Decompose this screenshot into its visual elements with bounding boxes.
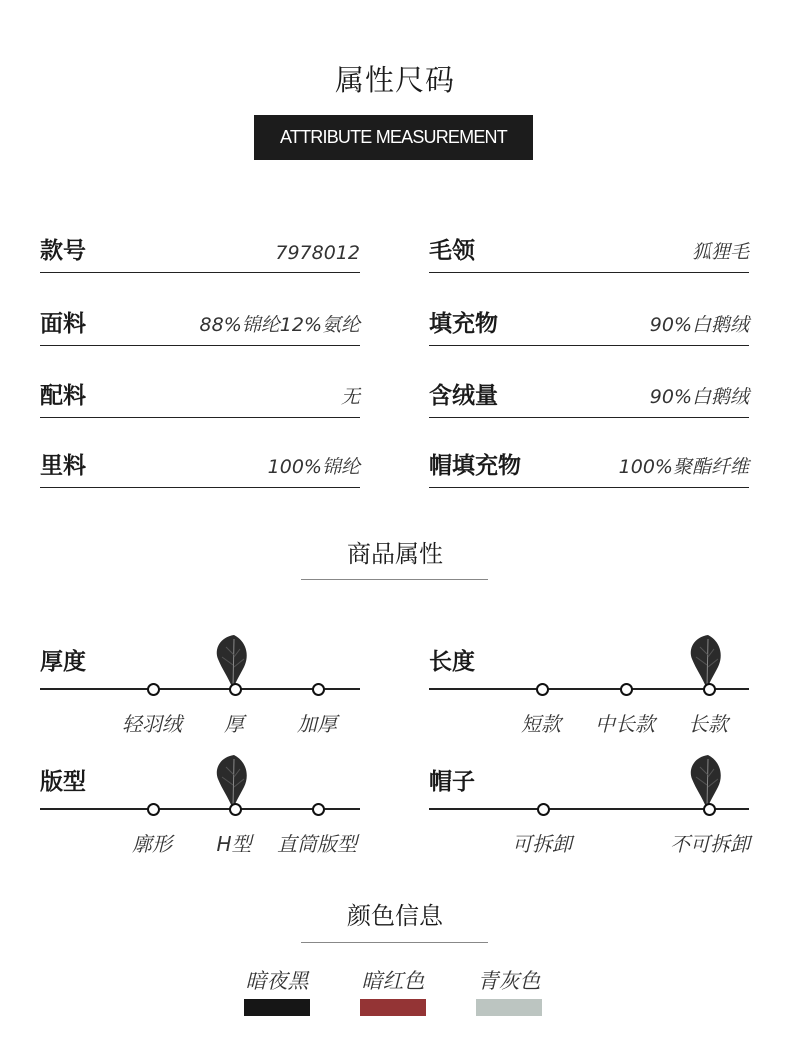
attr-value: 7978012 xyxy=(275,242,360,264)
option-label: 轻羽绒 xyxy=(122,712,182,736)
circle-dot-icon xyxy=(229,683,242,696)
color-swatch-red xyxy=(360,999,426,1016)
attr-label: 配料 xyxy=(40,383,86,409)
option-label: 加厚 xyxy=(297,712,337,736)
circle-dot-icon xyxy=(537,803,550,816)
circle-dot-icon xyxy=(620,683,633,696)
color-name: 暗夜黑 xyxy=(245,969,309,993)
circle-dot-icon xyxy=(229,803,242,816)
attr-row-hood-filling xyxy=(429,447,749,488)
attr-row-style-number xyxy=(40,232,360,272)
scale-label-length: 长度 xyxy=(429,649,475,675)
color-name: 暗红色 xyxy=(361,969,425,993)
section-divider xyxy=(301,942,488,943)
circle-dot-icon xyxy=(703,683,716,696)
attr-label: 面料 xyxy=(40,311,86,337)
scale-label-fit: 版型 xyxy=(40,769,86,795)
attr-label: 款号 xyxy=(40,238,86,264)
attr-value: 100%聚酯纤维 xyxy=(618,456,749,478)
circle-dot-icon xyxy=(147,803,160,816)
attr-label: 毛领 xyxy=(429,238,475,264)
attr-label: 帽填充物 xyxy=(429,453,521,479)
attr-row-down-content xyxy=(429,377,749,418)
attr-value: 狐狸毛 xyxy=(691,241,749,263)
color-swatch-gray xyxy=(476,999,542,1016)
section-title-properties: 商品属性 xyxy=(347,540,443,568)
option-label: 短款 xyxy=(521,712,561,736)
attr-row-trim xyxy=(40,377,360,418)
circle-dot-icon xyxy=(312,803,325,816)
attr-value: 90%白鹅绒 xyxy=(649,386,749,408)
option-label: 可拆卸 xyxy=(512,832,572,856)
section-title-colors: 颜色信息 xyxy=(347,902,443,930)
attr-label: 里料 xyxy=(40,453,86,479)
page-title: 属性尺码 xyxy=(334,63,455,97)
circle-dot-icon xyxy=(147,683,160,696)
circle-dot-icon xyxy=(703,803,716,816)
attr-value: 88%锦纶12%氨纶 xyxy=(199,314,360,336)
subtitle-banner xyxy=(254,115,533,160)
option-label-selected: H型 xyxy=(216,832,252,856)
attr-row-lining xyxy=(40,447,360,488)
attr-row-collar xyxy=(429,232,749,273)
attr-value: 90%白鹅绒 xyxy=(649,314,749,336)
option-label: 直筒版型 xyxy=(277,832,357,856)
attr-value: 无 xyxy=(340,386,360,408)
option-label-selected: 不可拆卸 xyxy=(670,832,750,856)
color-name: 青灰色 xyxy=(477,969,541,993)
option-label-selected: 厚 xyxy=(224,712,244,736)
circle-dot-icon xyxy=(312,683,325,696)
attr-label: 含绒量 xyxy=(429,383,498,409)
subtitle-text: ATTRIBUTE MEASUREMENT xyxy=(280,127,507,147)
attr-row-fabric xyxy=(40,305,360,346)
circle-dot-icon xyxy=(536,683,549,696)
attr-row-filling xyxy=(429,305,749,346)
section-divider xyxy=(301,579,488,580)
color-swatch-black xyxy=(244,999,310,1016)
scale-label-hood: 帽子 xyxy=(429,769,475,795)
option-label-selected: 长款 xyxy=(688,712,728,736)
option-label: 廓形 xyxy=(132,832,172,856)
option-label: 中长款 xyxy=(595,712,655,736)
scale-label-thickness: 厚度 xyxy=(40,649,86,675)
attr-label: 填充物 xyxy=(429,311,498,337)
attr-value: 100%锦纶 xyxy=(267,456,360,478)
